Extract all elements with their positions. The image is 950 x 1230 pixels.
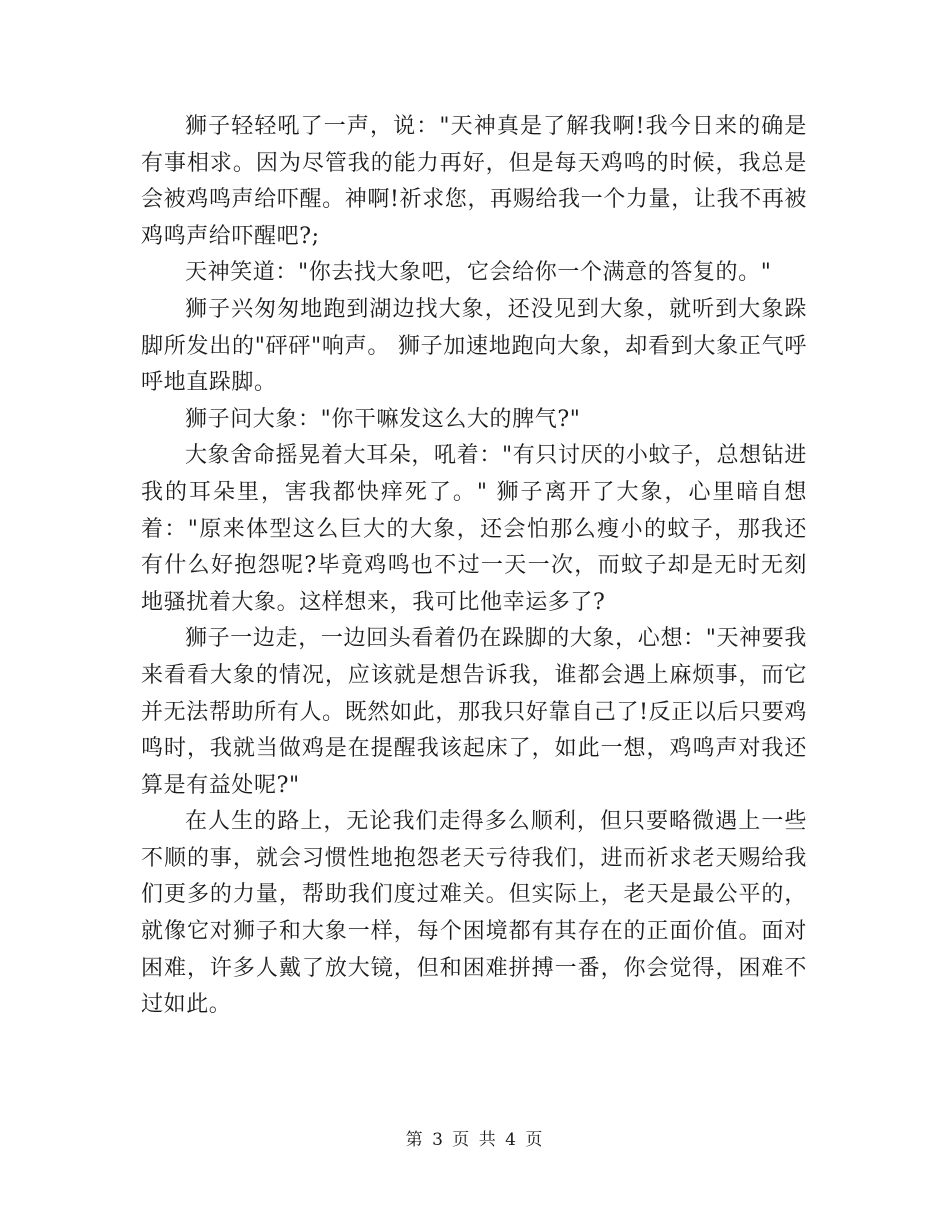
document-body <box>141 109 807 1024</box>
paragraph-7: 在人生的路上，无论我们走得多么顺利，但只要略微遇上一些不顺的事，就会习惯性地抱怨老天亏待我们，进而祈求老天赐给我们更多的力量，帮助我们度过难关。但实际上，老天是最公平的，就像它对狮子和大象一样，每个困境都有其存在的正面价值。面对困难，许多人戴了放大镜，但和困难拼搏一番，你会觉得，困难不过如此。 <box>141 809 807 1018</box>
paragraph-3: 狮子兴匆匆地跑到湖边找大象，还没见到大象，就听到大象跺脚所发出的"砰砰"响声。 狮子加速地跑向大象，却看到大象正气呼呼地直跺脚。 <box>141 296 807 396</box>
paragraph-4: 狮子问大象："你干嘛发这么大的脾气?" <box>185 406 581 432</box>
page-number-footer: 第 3 页 共 4 页 <box>405 1130 545 1150</box>
paragraph-2: 天神笑道："你去找大象吧，它会给你一个满意的答复的。" <box>185 260 772 286</box>
paragraph-6: 狮子一边走，一边回头看着仍在跺脚的大象，心想："天神要我来看看大象的情况，应该就是想告诉我，谁都会遇上麻烦事，而它并无法帮助所有人。既然如此，那我只好靠自己了!反正以后只要鸡鸣时，我就当做鸡是在提醒我该起床了，如此一想，鸡鸣声对我还算是有益处呢?" <box>141 626 807 798</box>
paragraph-1: 狮子轻轻吼了一声，说："天神真是了解我啊!我今日来的确是有事相求。因为尽管我的能力再好，但是每天鸡鸣的时候，我总是会被鸡鸣声给吓醒。神啊!祈求您，再赐给我一个力量，让我不再被鸡鸣声给吓醒吧?; <box>141 114 807 249</box>
paragraph-5: 大象舍命摇晃着大耳朵，吼着："有只讨厌的小蚊子，总想钻进我的耳朵里，害我都快痒死了。" 狮子离开了大象，心里暗自想着："原来体型这么巨大的大象，还会怕那么瘦小的蚊子，那我还有什么好抱怨呢?毕竟鸡鸣也不过一天一次，而蚊子却是无时无刻地骚扰着大象。这样想来，我可比他幸运多了? <box>141 443 807 615</box>
